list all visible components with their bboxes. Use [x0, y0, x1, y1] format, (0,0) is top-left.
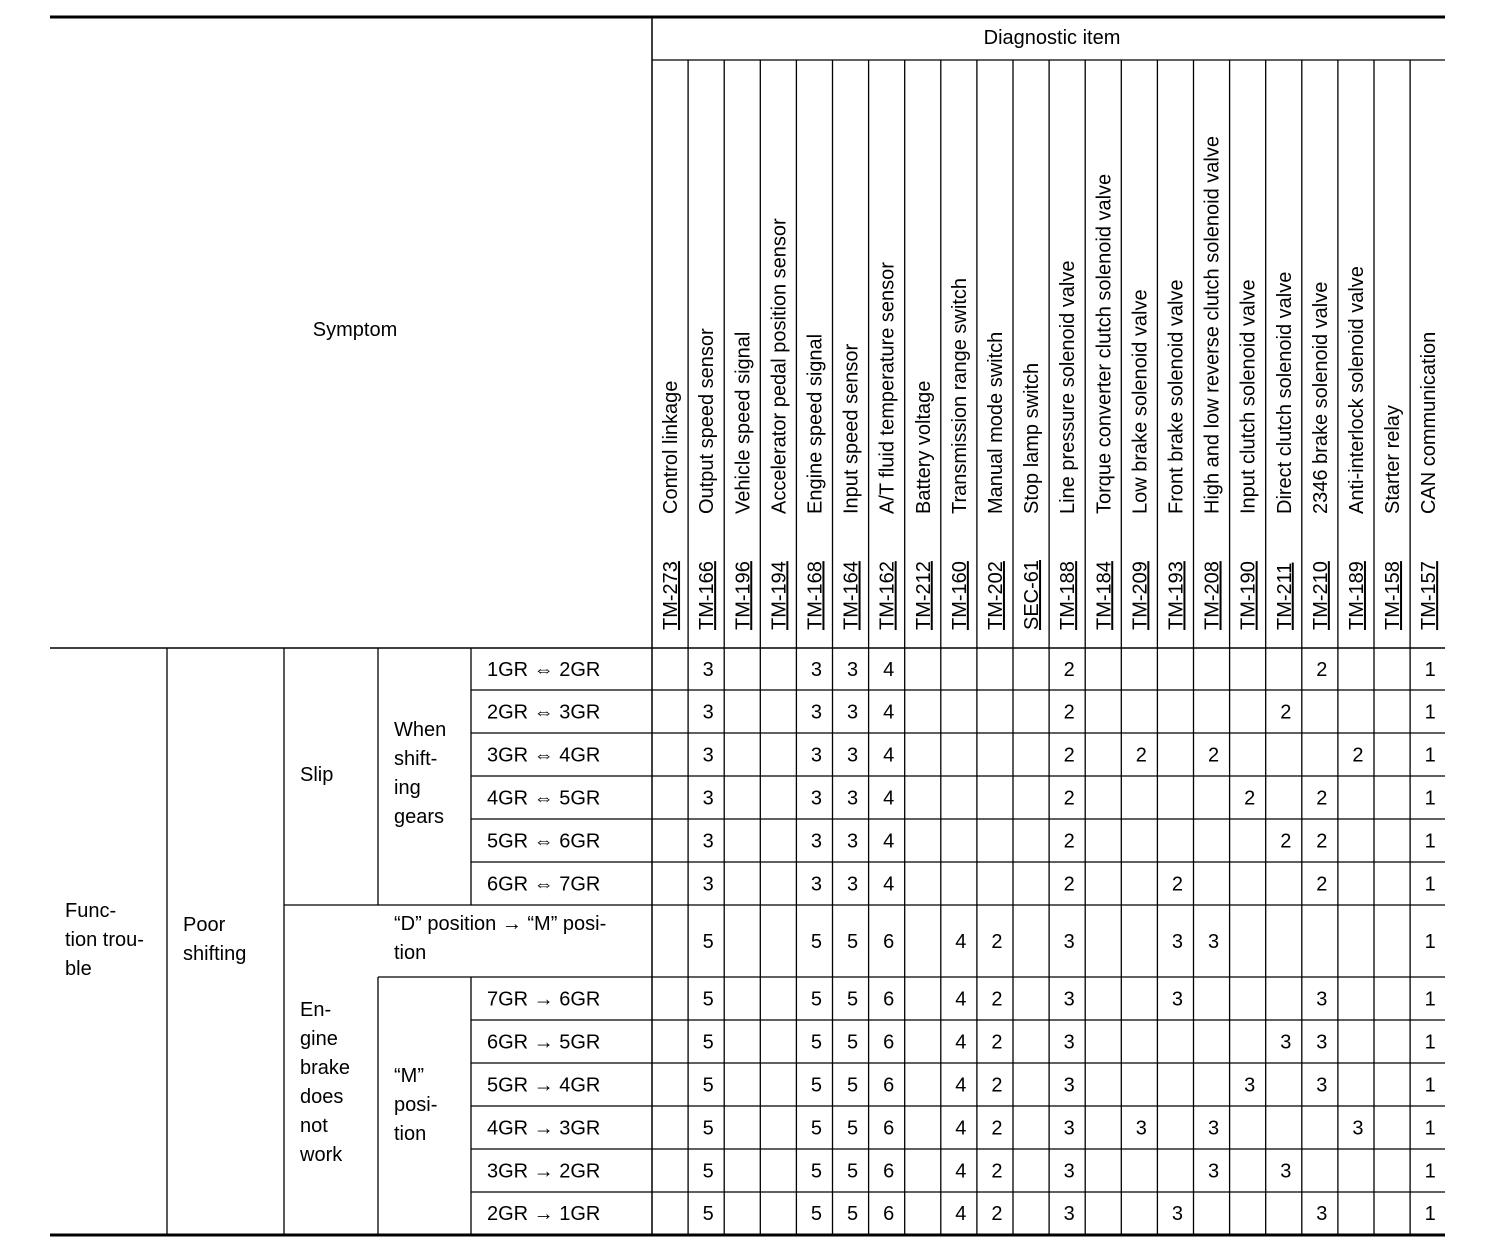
column-label: Accelerator pedal position sensor — [768, 218, 791, 514]
column-label: A/T fluid temperature sensor — [876, 262, 899, 514]
table-cell: 4 — [883, 787, 895, 810]
column-label: Torque converter clutch solenoid valve — [1093, 173, 1116, 514]
table-cell: 2 — [1063, 873, 1075, 896]
table-cell: 4 — [955, 1074, 967, 1097]
row-labels — [487, 659, 600, 1225]
table-cell: 5 — [810, 1203, 823, 1225]
table-cell: 4 — [883, 830, 895, 853]
symptom-engine-brake: not — [300, 1115, 328, 1137]
table-cell: 5 — [846, 1031, 859, 1054]
column-label: Control linkage — [660, 380, 683, 514]
table-cell: 5 — [810, 988, 823, 1011]
table-cell: 6 — [883, 1203, 895, 1225]
table-cell: 1 — [1424, 988, 1436, 1011]
table-cell: 4 — [883, 659, 895, 681]
table-cell: 3 — [810, 659, 823, 681]
table-cell: 3 — [702, 873, 714, 896]
column-ref-link[interactable]: TM-209 — [1129, 561, 1152, 630]
table-cell: 2 — [1280, 830, 1292, 853]
table-cell: 2 — [1207, 744, 1220, 767]
column-ref-link[interactable]: TM-194 — [768, 561, 791, 630]
table-cell: 5 — [702, 1117, 714, 1140]
table-cell: 2 — [1280, 701, 1292, 724]
column-label: Stop lamp switch — [1021, 362, 1044, 514]
column-ref-link[interactable]: TM-162 — [876, 561, 899, 630]
symptom-when-shifting-gears: gears — [394, 806, 445, 828]
symptom-when-shifting-gears: When — [394, 719, 447, 741]
column-label: Direct clutch solenoid valve — [1273, 271, 1296, 514]
table-cell: 3 — [1207, 931, 1220, 953]
table-cell: 2 — [1316, 787, 1328, 810]
symptom-m-position: “M” — [394, 1065, 424, 1087]
table-cell: 2 — [1063, 787, 1075, 810]
table-cell: 1 — [1424, 873, 1436, 896]
table-cell: 3 — [810, 787, 823, 810]
symptom-when-shifting-gears: shift- — [394, 748, 438, 770]
column-label: 2346 brake solenoid valve — [1309, 281, 1332, 514]
symptom-engine-brake: does — [300, 1086, 344, 1108]
table-cell: 3 — [1063, 1160, 1075, 1183]
table-cell: 4 — [883, 701, 895, 724]
table-cell: 2 — [991, 1117, 1003, 1140]
table-cell: 5 — [846, 1160, 859, 1183]
row-label: 6GR → 5GR — [487, 1031, 601, 1054]
table-cell: 4 — [955, 1117, 967, 1140]
table-cell: 3 — [846, 659, 859, 681]
table-cell: 5 — [702, 1160, 714, 1183]
table-cell: 2 — [1063, 830, 1075, 853]
table-cell: 5 — [702, 1074, 714, 1097]
table-cell: 4 — [883, 873, 895, 896]
table-cell: 3 — [1244, 1074, 1256, 1097]
symptom-engine-brake: En- — [300, 999, 332, 1021]
table-cell: 5 — [846, 1117, 859, 1140]
column-ref-link[interactable]: TM-202 — [984, 561, 1007, 630]
table-cell: 6 — [883, 1160, 895, 1183]
table-cell: 5 — [846, 988, 859, 1011]
table-cell: 3 — [1171, 1203, 1184, 1225]
table-cell: 2 — [1316, 659, 1328, 681]
column-ref-link[interactable]: TM-184 — [1093, 561, 1116, 630]
table-cell: 2 — [1063, 701, 1075, 724]
table-cell: 6 — [883, 1074, 895, 1097]
table-cell: 3 — [846, 787, 859, 810]
column-label: Input speed sensor — [840, 343, 863, 514]
symptom-when-shifting-gears: ing — [394, 777, 421, 799]
table-cell: 1 — [1424, 1160, 1436, 1183]
table-cell: 2 — [991, 931, 1003, 953]
table-values — [703, 659, 1436, 1225]
symptom-d-to-m-position: “D” position → “M” posi- — [394, 913, 607, 935]
symptom-engine-brake: brake — [300, 1057, 351, 1079]
table-cell: 3 — [1171, 931, 1184, 953]
column-ref-link[interactable]: TM-273 — [660, 561, 683, 630]
table-cell: 1 — [1424, 659, 1436, 681]
symptom-header: Symptom — [312, 319, 398, 341]
table-cell: 3 — [1063, 1074, 1075, 1097]
table-cell: 3 — [1063, 988, 1075, 1011]
column-ref-link[interactable]: TM-196 — [732, 561, 755, 630]
symptom-function-trouble: tion trou- — [65, 929, 144, 951]
table-cell: 3 — [846, 744, 859, 767]
table-cell: 5 — [702, 931, 714, 953]
table-cell: 3 — [1063, 1117, 1075, 1140]
table-cell: 2 — [1316, 873, 1328, 896]
column-label: Front brake solenoid valve — [1165, 279, 1188, 514]
table-cell: 2 — [991, 1074, 1003, 1097]
table-cell: 3 — [1316, 1031, 1328, 1054]
table-cell: 3 — [846, 701, 859, 724]
column-ref-link[interactable]: TM-211 — [1273, 562, 1296, 630]
table-cell: 4 — [955, 931, 967, 953]
table-cell: 2 — [1063, 659, 1075, 681]
column-label: Output speed sensor — [696, 328, 719, 514]
column-label: Starter relay — [1382, 405, 1405, 514]
symptom-m-position: tion — [394, 1123, 427, 1145]
symptom-engine-brake: gine — [300, 1028, 338, 1050]
diagnostic-item-header: Diagnostic item — [983, 27, 1121, 49]
column-label: Transmission range switch — [948, 277, 971, 514]
column-label: Vehicle speed signal — [732, 331, 755, 514]
symptom-m-position: posi- — [394, 1094, 438, 1116]
table-cell: 3 — [1280, 1160, 1292, 1183]
column-label: Low brake solenoid valve — [1129, 289, 1152, 514]
table-cell: 3 — [1171, 988, 1184, 1011]
row-label: 7GR → 6GR — [487, 988, 601, 1011]
table-cell: 3 — [1063, 1203, 1075, 1225]
column-label: CAN communication — [1418, 331, 1441, 514]
table-cell: 1 — [1424, 1203, 1436, 1225]
table-cell: 2 — [991, 1203, 1003, 1225]
table-cell: 4 — [883, 744, 895, 767]
column-ref-link[interactable]: TM-168 — [804, 561, 827, 630]
table-cell: 3 — [1063, 931, 1075, 953]
column-ref-link[interactable]: TM-158 — [1382, 561, 1405, 630]
table-cell: 2 — [1171, 873, 1184, 896]
row-label: 4GR → 3GR — [487, 1117, 601, 1140]
table-cell: 3 — [702, 744, 714, 767]
table-cell: 5 — [702, 1203, 714, 1225]
column-label: High and low reverse clutch solenoid valve — [1201, 136, 1224, 514]
table-cell: 2 — [991, 1160, 1003, 1183]
column-ref-link[interactable]: TM-210 — [1309, 561, 1332, 630]
table-cell: 6 — [883, 931, 895, 953]
symptom-slip: Slip — [300, 764, 334, 786]
symptom-function-trouble: ble — [65, 958, 92, 980]
table-cell: 4 — [955, 1160, 967, 1183]
column-ref-link[interactable]: TM-164 — [840, 561, 863, 630]
table-cell: 3 — [810, 744, 823, 767]
table-cell: 3 — [1207, 1160, 1220, 1183]
table-cell: 6 — [883, 1031, 895, 1054]
symptom-poor-shifting: shifting — [183, 943, 247, 965]
table-cell: 3 — [1063, 1031, 1075, 1054]
table-cell: 3 — [702, 659, 714, 681]
symptom-d-to-m-position: tion — [394, 942, 427, 964]
column-ref-link[interactable]: TM-193 — [1165, 561, 1188, 630]
table-cell: 2 — [991, 1031, 1003, 1054]
table-cell: 3 — [1135, 1117, 1147, 1140]
table-cell: 5 — [846, 931, 859, 953]
table-cell: 1 — [1424, 931, 1436, 953]
row-label: 1GR ⇔ 2GR — [487, 659, 601, 681]
table-cell: 3 — [1352, 1117, 1364, 1140]
table-cell: 3 — [846, 873, 859, 896]
column-ref-link[interactable]: TM-160 — [948, 561, 971, 630]
table-cell: 5 — [702, 988, 714, 1011]
table-cell: 5 — [810, 931, 823, 953]
column-ref-link[interactable]: TM-157 — [1418, 561, 1441, 630]
table-cell: 5 — [810, 1031, 823, 1054]
table-cell: 5 — [846, 1074, 859, 1097]
table-cell: 1 — [1424, 787, 1436, 810]
symptom-engine-brake: work — [300, 1144, 343, 1166]
column-ref-link[interactable]: TM-188 — [1057, 561, 1080, 630]
table-cell: 5 — [702, 1031, 714, 1054]
column-ref-link[interactable]: TM-208 — [1201, 561, 1224, 630]
table-cell: 1 — [1424, 701, 1436, 724]
table-cell: 3 — [810, 701, 823, 724]
table-cell: 4 — [955, 1031, 967, 1054]
column-ref-link[interactable]: TM-212 — [912, 561, 935, 630]
symptom-labels — [65, 719, 606, 1166]
table-cell: 2 — [991, 988, 1003, 1011]
row-label: 4GR ⇔ 5GR — [487, 787, 601, 810]
table-cell: 3 — [1316, 1074, 1328, 1097]
row-label: 3GR ⇔ 4GR — [487, 744, 601, 767]
table-cell: 6 — [883, 1117, 895, 1140]
row-label: 2GR ⇔ 3GR — [487, 701, 601, 724]
row-label: 5GR ⇔ 6GR — [487, 830, 601, 853]
table-cell: 5 — [846, 1203, 859, 1225]
table-cell: 1 — [1424, 1074, 1436, 1097]
table-cell: 3 — [810, 830, 823, 853]
column-label: Battery voltage — [912, 380, 935, 514]
symptom-poor-shifting: Poor — [183, 914, 226, 936]
column-ref-link[interactable]: TM-189 — [1345, 561, 1368, 630]
table-cell: 3 — [702, 701, 714, 724]
column-ref-link[interactable]: TM-190 — [1237, 561, 1260, 630]
table-cell: 4 — [955, 1203, 967, 1225]
row-label: 5GR → 4GR — [487, 1074, 601, 1097]
table-cell: 3 — [1280, 1031, 1292, 1054]
table-cell: 6 — [883, 988, 895, 1011]
column-label: Anti-interlock solenoid valve — [1345, 266, 1368, 514]
table-cell: 2 — [1063, 744, 1075, 767]
column-ref-link[interactable]: TM-166 — [696, 561, 719, 630]
column-label: Input clutch solenoid valve — [1237, 279, 1260, 514]
table-cell: 1 — [1424, 1117, 1436, 1140]
row-label: 6GR ⇔ 7GR — [487, 873, 601, 896]
column-headers — [660, 136, 1440, 630]
table-cell: 3 — [1316, 988, 1328, 1011]
table-cell: 5 — [810, 1160, 823, 1183]
table-cell: 4 — [955, 988, 967, 1011]
table-cell: 2 — [1316, 830, 1328, 853]
table-cell: 1 — [1424, 744, 1436, 767]
table-cell: 1 — [1424, 1031, 1436, 1054]
table-cell: 3 — [1316, 1203, 1328, 1225]
table-cell: 2 — [1352, 744, 1364, 767]
table-cell: 2 — [1135, 744, 1147, 767]
symptom-function-trouble: Func- — [65, 900, 117, 922]
table-cell: 3 — [702, 830, 714, 853]
row-label: 3GR → 2GR — [487, 1160, 601, 1183]
table-cell: 5 — [810, 1074, 823, 1097]
table-cell: 3 — [810, 873, 823, 896]
column-label: Line pressure solenoid valve — [1057, 260, 1080, 514]
column-ref-link[interactable]: SEC-61 — [1021, 559, 1044, 630]
column-label: Engine speed signal — [804, 333, 827, 514]
table-cell: 3 — [1207, 1117, 1220, 1140]
table-cell: 2 — [1244, 787, 1256, 810]
column-label: Manual mode switch — [984, 331, 1007, 514]
table-cell: 3 — [846, 830, 859, 853]
table-cell: 5 — [810, 1117, 823, 1140]
table-cell: 3 — [702, 787, 714, 810]
row-label: 2GR → 1GR — [487, 1203, 601, 1225]
table-cell: 1 — [1424, 830, 1436, 853]
